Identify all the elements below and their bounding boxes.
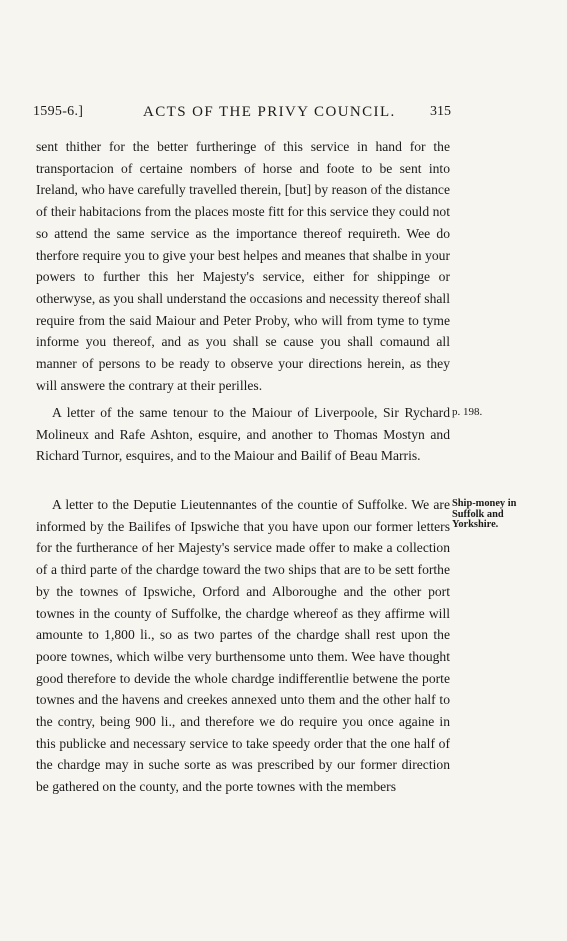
running-header — [33, 104, 451, 124]
header-title: ACTS OF THE PRIVY COUNCIL. — [143, 104, 396, 120]
page-number: 315 — [430, 104, 451, 119]
paragraph-continuation: sent thither for the better furtheringe of this service in hand for the transportacion of certaine nombers of horse and foote to be sent into Ireland, who have carefully travelled therein, [but] by reason of the distance of their habitacions from the places moste fitt for this service they could not so attend the same service as the importance thereof requireth. Wee do therfore require you to give your best helpes and meanes that shalbe in your powers to further this her Majesty's service, either for shippinge or otherwyse, as you shall understand the occasions and necessity thereof shall require from the said Maiour and Peter Proby, who will from tyme to tyme informe you thereof, and as you shall se cause you shall comaund all manner of persons to be ready to observe your directions herein, as they will answere the contrary at their perilles. — [36, 139, 450, 393]
header-years: 1595-6.] — [33, 104, 84, 119]
margin-side-note: Ship-money in Suffolk and Yorkshire. — [452, 498, 517, 530]
margin-page-reference: p. 198. — [452, 406, 483, 418]
paragraph-liverpool-letter: A letter of the same tenour to the Maiour of Liverpoole, Sir Rychard Molineux and Rafe Ashton, esquire, and another to Thomas Mostyn and Richard Turnor, esquires, and to the Maiour and Bailif of Beau Marris. — [36, 405, 450, 464]
paragraph-suffolk-letter: A letter to the Deputie Lieutennantes of the countie of Suffolke. We are informed by the Bailifes of Ipswiche that you have upon our former letters for the furtherance of her Majesty's service made offer to make a collection of a third parte of the chardge toward the two ships that are to be sett forthe by the townes of Ipswiche, Orford and Alboroughe and the other port townes in the county of Suffolke, the chardge whereof as they affirme will amounte to 1,800 li., so as two partes of the chardge shall rest upon the poore townes, which wilbe very burthensome unto them. Wee have thought good therefore to devide the whole chardge indifferentlie betwene the porte townes and the havens and creekes annexed unto them and the other half to the contry, being 900 li., and therefore we do require you once againe in this publicke and necessary service to take speedy order that the one half of the chardge may in suche sorte as was prescribed by our former direction be gathered on the county, and the porte townes with the members — [36, 497, 450, 795]
